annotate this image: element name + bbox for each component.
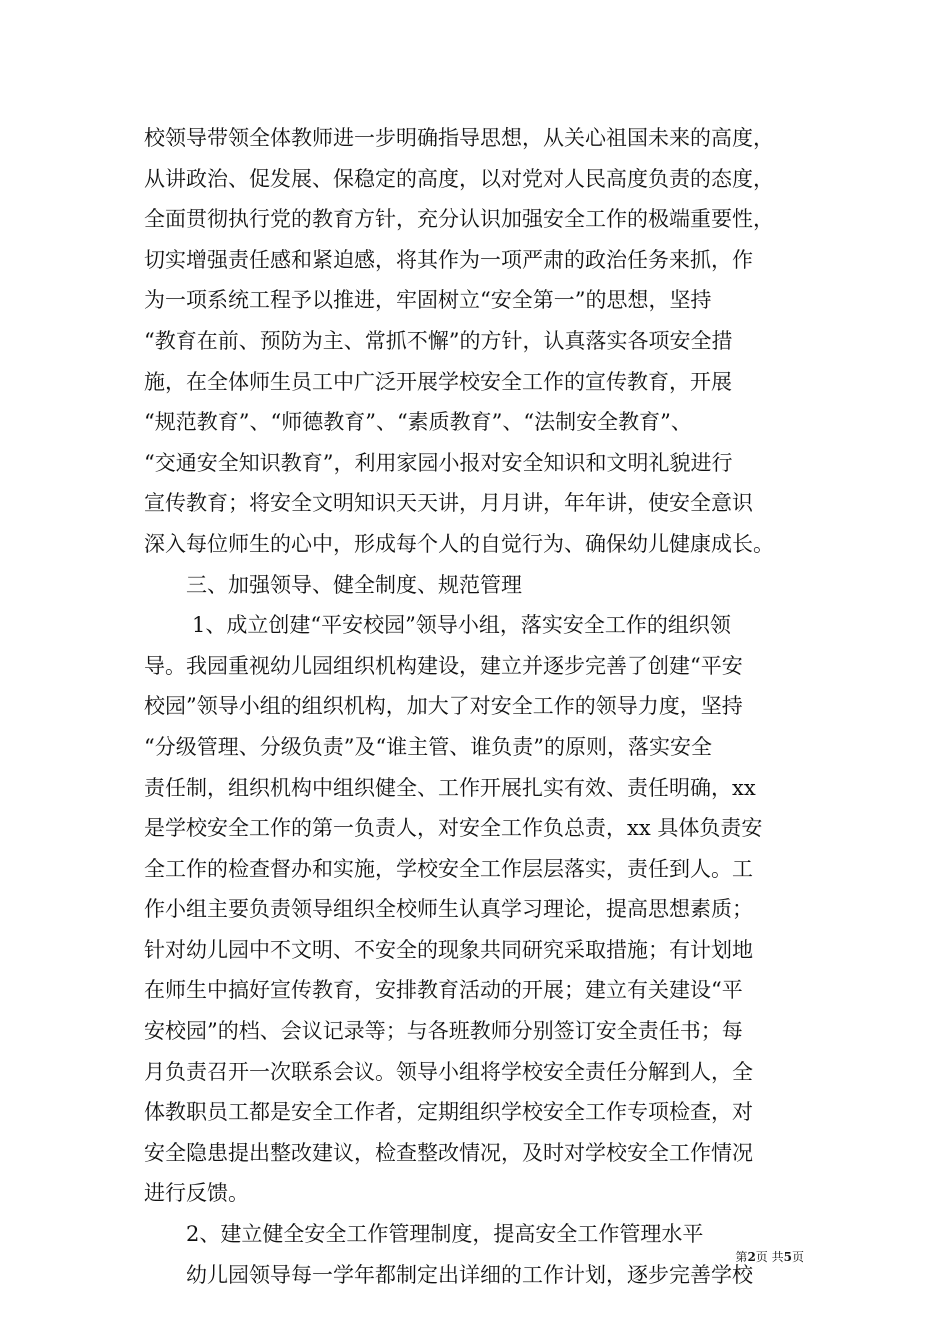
text-line: 全面贯彻执行党的教育方针，充分认识加强安全工作的极端重要性， — [144, 207, 774, 232]
footer-total-pages: 5 — [783, 1250, 792, 1264]
text-line: 导。我园重视幼儿园组织机构建设，建立并逐步完善了创建“平安 — [144, 653, 743, 678]
text-line: 在师生中搞好宣传教育，安排教育活动的开展；建立有关建设“平 — [144, 978, 743, 1003]
subsection-heading: 1、成立创建“平安校园”领导小组，落实安全工作的组织领 — [192, 613, 731, 638]
text-line: 幼儿园领导每一学年都制定出详细的工作计划，逐步完善学校 — [186, 1262, 753, 1287]
text-line: “交通安全知识教育”，利用家园小报对安全知识和文明礼貌进行 — [144, 450, 733, 475]
text-line: 宣传教育；将安全文明知识天天讲，月月讲，年年讲，使安全意识 — [144, 491, 753, 516]
footer-middle: 页 共 — [755, 1250, 784, 1264]
text-line: 深入每位师生的心中，形成每个人的自觉行为、确保幼儿健康成长。 — [144, 531, 774, 556]
text-line: “分级管理、分级负责”及“谁主管、谁负责”的原则，落实安全 — [144, 734, 712, 759]
text-line: “教育在前、预防为主、常抓不懈”的方针，认真落实各项安全措 — [144, 328, 733, 353]
text-line: 是学校安全工作的第一负责人，对安全工作负总责，xx 具体负责安 — [144, 816, 763, 841]
text-line: 进行反馈。 — [144, 1181, 249, 1206]
text-line: 全工作的检查督办和实施，学校安全工作层层落实，责任到人。工 — [144, 856, 753, 881]
text-line: 安校园”的档、会议记录等；与各班教师分别签订安全责任书；每 — [144, 1019, 743, 1044]
text-line: “规范教育”、“师德教育”、“素质教育”、“法制安全教育”、 — [144, 410, 692, 435]
text-line: 针对幼儿园中不文明、不安全的现象共同研究采取措施；有计划地 — [144, 937, 753, 962]
footer-prefix: 第 — [735, 1250, 748, 1264]
text-line: 责任制，组织机构中组织健全、工作开展扎实有效、责任明确，xx — [144, 775, 756, 800]
text-line: 施，在全体师生员工中广泛开展学校安全工作的宣传教育，开展 — [144, 369, 732, 394]
section-heading: 三、加强领导、健全制度、规范管理 — [186, 572, 522, 597]
subsection-heading: 2、建立健全安全工作管理制度，提高安全工作管理水平 — [186, 1222, 704, 1247]
text-line: 为一项系统工程予以推进，牢固树立“安全第一”的思想，坚持 — [144, 288, 712, 313]
footer-page-number: 2 — [747, 1250, 756, 1264]
text-line: 校园”领导小组的组织机构，加大了对安全工作的领导力度，坚持 — [144, 694, 743, 719]
text-line: 作小组主要负责领导组织全校师生认真学习理论，提高思想素质； — [144, 897, 753, 922]
text-line: 月负责召开一次联系会议。领导小组将学校安全责任分解到人，全 — [144, 1059, 753, 1084]
text-line: 体教职员工都是安全工作者，定期组织学校安全工作专项检查，对 — [144, 1100, 753, 1125]
document-body — [144, 118, 824, 1295]
text-line: 安全隐患提出整改建议，检查整改情况，及时对学校安全工作情况 — [144, 1140, 753, 1165]
footer-suffix: 页 — [791, 1250, 804, 1264]
text-line: 从讲政治、促发展、保稳定的高度，以对党对人民高度负责的态度， — [144, 166, 774, 191]
page-footer — [735, 1248, 804, 1265]
text-line: 切实增强责任感和紧迫感，将其作为一项严肃的政治任务来抓，作 — [144, 247, 753, 272]
text-line: 校领导带领全体教师进一步明确指导思想，从关心祖国未来的高度， — [144, 126, 774, 150]
